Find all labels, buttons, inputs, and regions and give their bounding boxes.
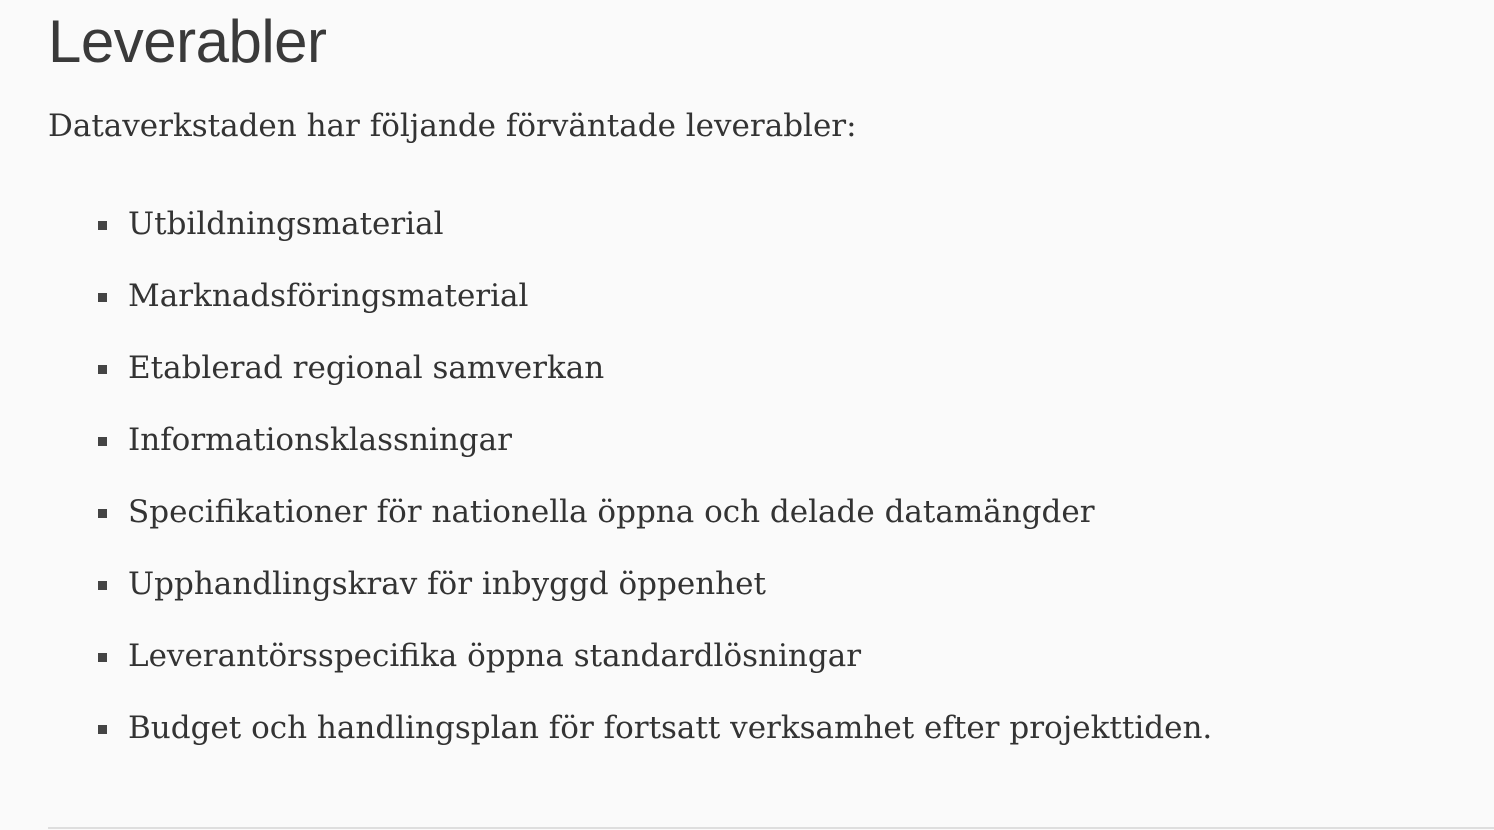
list-item (96, 274, 1212, 346)
deliverables-list (96, 202, 1212, 778)
list-item-text: Utbildningsmaterial (128, 206, 444, 242)
square-bullet-icon (98, 725, 107, 734)
square-bullet-icon (98, 293, 107, 302)
intro-paragraph: Dataverkstaden har följande förväntade leverabler: (48, 108, 857, 144)
square-bullet-icon (98, 437, 107, 446)
list-item-text: Upphandlingskrav för inbyggd öppenhet (128, 566, 766, 602)
list-item (96, 490, 1212, 562)
list-item-text: Informationsklassningar (128, 422, 512, 458)
square-bullet-icon (98, 653, 107, 662)
square-bullet-icon (98, 509, 107, 518)
square-bullet-icon (98, 365, 107, 374)
list-item-text: Marknadsföringsmaterial (128, 278, 529, 314)
square-bullet-icon (98, 221, 107, 230)
list-item (96, 418, 1212, 490)
section-heading: Leverabler (48, 8, 327, 75)
list-item (96, 346, 1212, 418)
list-item-text: Specifikationer för nationella öppna och delade datamängder (128, 494, 1095, 530)
list-item-text: Budget och handlingsplan för fortsatt verksamhet efter projekttiden. (128, 710, 1213, 746)
list-item (96, 562, 1212, 634)
horizontal-divider (48, 827, 1494, 829)
list-item-text: Etablerad regional samverkan (128, 350, 605, 386)
list-item (96, 634, 1212, 706)
list-item-text: Leverantörsspecifika öppna standardlösningar (128, 638, 862, 674)
list-item (96, 706, 1212, 778)
square-bullet-icon (98, 581, 107, 590)
list-item (96, 202, 1212, 274)
